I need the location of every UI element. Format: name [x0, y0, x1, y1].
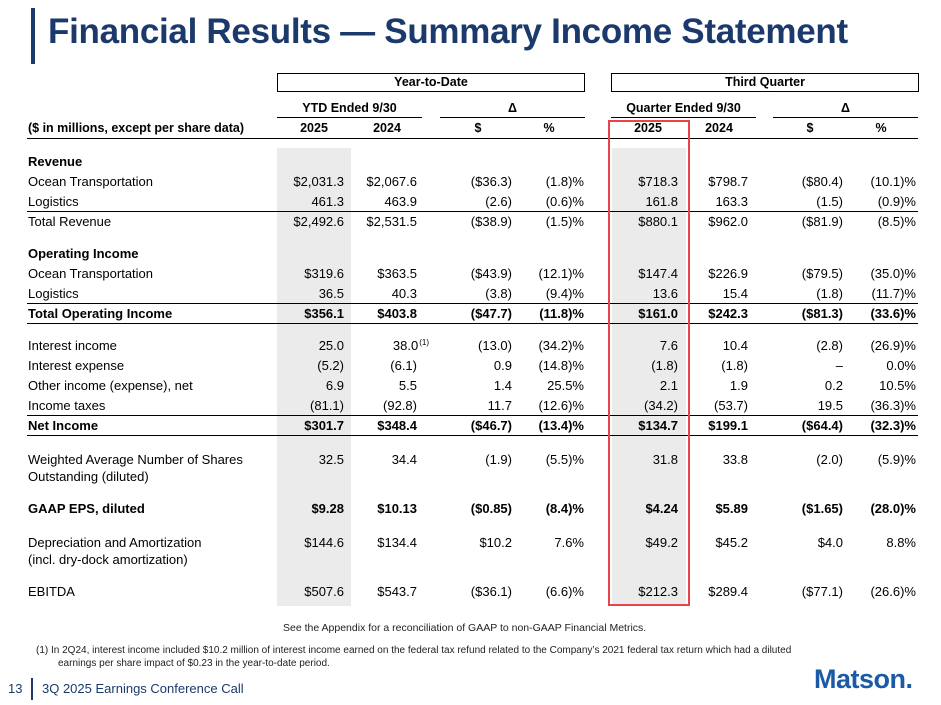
cell-value: $242.3 [708, 306, 748, 321]
subheader-quarter-ended: Quarter Ended 9/30 [611, 101, 756, 118]
column-header-6: $ [806, 121, 814, 135]
table-cell [826, 452, 916, 467]
table-cell [327, 501, 417, 516]
table-cell [826, 378, 916, 393]
cell-value: $45.2 [715, 535, 748, 550]
column-header-2: $ [474, 121, 482, 135]
cell-value: 25.5% [547, 378, 584, 393]
table-cell [327, 286, 417, 301]
cell-value: 7.6% [554, 535, 584, 550]
row-label-continued: (incl. dry-dock amortization) [28, 552, 188, 567]
cell-value: (1.8) [816, 286, 843, 301]
cell-value: (13.0) [478, 338, 512, 353]
cell-value: (5.2) [317, 358, 344, 373]
table-cell [826, 501, 916, 516]
q3-2025-highlight-box [608, 120, 690, 606]
cell-value: 10.4 [722, 338, 748, 353]
cell-value: (8.5)% [877, 214, 916, 229]
title-accent-bar [31, 8, 35, 64]
table-cell [826, 266, 916, 281]
cell-value: $144.6 [304, 535, 344, 550]
table-cell [327, 452, 417, 467]
table-cell [826, 174, 916, 189]
column-header-7: % [875, 121, 887, 135]
cell-value: $356.1 [304, 306, 344, 321]
cell-value: $10.13 [377, 501, 417, 516]
table-cell [254, 338, 344, 353]
table-cell [826, 306, 916, 321]
total-underline [27, 323, 918, 324]
cell-value: (0.6)% [545, 194, 584, 209]
appendix-note: See the Appendix for a reconciliation of GAAP to non-GAAP Financial Metrics. [283, 622, 647, 634]
cell-value: – [835, 358, 843, 373]
cell-value: 19.5 [817, 398, 843, 413]
row-label: Ocean Transportation [28, 266, 154, 281]
cell-value: 2.1 [659, 378, 678, 393]
footnote-marker: (1) [419, 338, 429, 347]
cell-value: 463.9 [384, 194, 417, 209]
table-cell [327, 398, 417, 413]
cell-value: (34.2)% [538, 338, 584, 353]
footnote-line-2: earnings per share impact of $0.23 in the year-to-date period. [58, 658, 330, 669]
cell-value: 0.9 [493, 358, 512, 373]
row-divider [27, 415, 918, 416]
cell-value: 0.2 [824, 378, 843, 393]
row-label: Operating Income [28, 246, 139, 261]
cell-value: $4.24 [645, 501, 678, 516]
table-cell [494, 418, 584, 433]
cell-value: (13.4)% [538, 418, 584, 433]
row-label: Weighted Average Number of Shares [28, 452, 243, 467]
cell-value: (28.0)% [870, 501, 916, 516]
table-cell [494, 584, 584, 599]
table-cell [494, 286, 584, 301]
subheader-ytd-ended: YTD Ended 9/30 [277, 101, 422, 118]
cell-value: (9.4)% [545, 286, 584, 301]
cell-value: 40.3 [391, 286, 417, 301]
table-cell [327, 535, 417, 550]
cell-value: 34.4 [391, 452, 417, 467]
cell-value: (1.8) [721, 358, 748, 373]
cell-value: 0.0% [886, 358, 916, 373]
table-cell [826, 398, 916, 413]
cell-value: $507.6 [304, 584, 344, 599]
cell-value: 33.8 [722, 452, 748, 467]
table-cell [494, 214, 584, 229]
cell-value: 32.5 [318, 452, 344, 467]
row-label: GAAP EPS, diluted [28, 501, 145, 516]
row-label: Ocean Transportation [28, 174, 154, 189]
subheader-ytd-delta: Δ [440, 101, 585, 118]
cell-value: (12.1)% [538, 266, 584, 281]
cell-value: $2,067.6 [366, 174, 417, 189]
table-cell [826, 214, 916, 229]
cell-value: $962.0 [708, 214, 748, 229]
table-cell [327, 358, 417, 373]
cell-value: $2,492.6 [293, 214, 344, 229]
cell-value: (1.8)% [545, 174, 584, 189]
row-label: Other income (expense), net [28, 378, 193, 393]
row-label: Total Revenue [28, 214, 112, 229]
table-cell [494, 501, 584, 516]
table-cell [494, 535, 584, 550]
matson-logo: Matson. [814, 664, 913, 694]
table-cell [494, 306, 584, 321]
cell-value: (6.6)% [545, 584, 584, 599]
column-header-0: 2025 [300, 121, 328, 135]
cell-value: ($36.3) [470, 174, 512, 189]
table-cell [826, 358, 916, 373]
table-cell [327, 418, 417, 433]
cell-value: 10.5% [879, 378, 916, 393]
cell-value: $403.8 [377, 306, 417, 321]
cell-value: ($36.1) [470, 584, 512, 599]
table-cell [494, 452, 584, 467]
row-label: Depreciation and Amortization [28, 535, 202, 550]
table-cell [327, 266, 417, 281]
table-cell [327, 174, 417, 189]
footer-text: 3Q 2025 Earnings Conference Call [42, 681, 244, 696]
table-cell [339, 338, 429, 353]
cell-value: $4.0 [817, 535, 843, 550]
cell-value: $10.2 [479, 535, 512, 550]
cell-value: $199.1 [708, 418, 748, 433]
row-divider [27, 303, 918, 304]
cell-value: 161.8 [645, 194, 678, 209]
cell-value: (1.5)% [545, 214, 584, 229]
cell-value: (53.7) [714, 398, 748, 413]
table-cell [826, 584, 916, 599]
cell-value: ($0.85) [470, 501, 512, 516]
total-underline [27, 435, 918, 436]
cell-value: $798.7 [708, 174, 748, 189]
table-cell [826, 535, 916, 550]
table-cell [327, 378, 417, 393]
cell-value: 36.5 [318, 286, 344, 301]
cell-value: (81.1) [310, 398, 344, 413]
table-cell [494, 194, 584, 209]
cell-value: $348.4 [377, 418, 417, 433]
row-label: Revenue [28, 154, 83, 169]
cell-value: (11.8)% [539, 306, 584, 321]
cell-value: (34.2) [644, 398, 678, 413]
cell-value: 8.8% [886, 535, 916, 550]
cell-value: 1.4 [493, 378, 512, 393]
cell-value: $718.3 [638, 174, 678, 189]
cell-value: (2.8) [816, 338, 843, 353]
cell-value: (92.8) [383, 398, 417, 413]
cell-value: (2.6) [485, 194, 512, 209]
cell-value: 461.3 [311, 194, 344, 209]
group-header-quarter: Third Quarter [611, 73, 919, 92]
cell-value: ($46.7) [470, 418, 512, 433]
cell-value: ($81.9) [801, 214, 843, 229]
cell-value: (33.6)% [870, 306, 916, 321]
cell-value: (10.1)% [870, 174, 916, 189]
cell-value: ($64.4) [801, 418, 843, 433]
cell-value: 1.9 [729, 378, 748, 393]
cell-value: $134.7 [638, 418, 678, 433]
cell-value: $226.9 [708, 266, 748, 281]
cell-value: $880.1 [638, 214, 678, 229]
cell-value: ($77.1) [801, 584, 843, 599]
table-cell [327, 584, 417, 599]
page-title: Financial Results — Summary Income Statement [48, 12, 848, 51]
group-header-ytd: Year-to-Date [277, 73, 585, 92]
table-cell [826, 418, 916, 433]
cell-value: (26.9)% [870, 338, 916, 353]
cell-value: (12.6)% [538, 398, 584, 413]
cell-value: $289.4 [708, 584, 748, 599]
table-cell [494, 266, 584, 281]
cell-value: 13.6 [652, 286, 678, 301]
cell-value: $147.4 [638, 266, 678, 281]
cell-value: $212.3 [638, 584, 678, 599]
footnote-line-1: (1) In 2Q24, interest income included $10.2 million of interest income earned on the federal tax refund related to the Company’s 2021 federal tax return which had a diluted [36, 645, 792, 656]
cell-value: 163.3 [715, 194, 748, 209]
row-label: Total Operating Income [28, 306, 173, 321]
cell-value: (1.9) [485, 452, 512, 467]
cell-value: $543.7 [377, 584, 417, 599]
cell-value: (36.3)% [870, 398, 916, 413]
cell-value: 15.4 [722, 286, 748, 301]
table-cell [494, 398, 584, 413]
cell-value: $319.6 [304, 266, 344, 281]
cell-value: ($47.7) [470, 306, 512, 321]
cell-value: (3.8) [485, 286, 512, 301]
cell-value: ($43.9) [470, 266, 512, 281]
cell-value: $134.4 [377, 535, 417, 550]
table-cell [494, 174, 584, 189]
page-number: 13 [8, 681, 23, 696]
cell-value: 6.9 [325, 378, 344, 393]
cell-value: $161.0 [638, 306, 678, 321]
subheader-quarter-delta: Δ [773, 101, 918, 118]
row-label: Interest income [28, 338, 117, 353]
footer-divider [31, 678, 33, 700]
cell-value: $49.2 [645, 535, 678, 550]
cell-value: (0.9)% [877, 194, 916, 209]
cell-value: (1.5) [816, 194, 843, 209]
cell-value: 25.0 [318, 338, 344, 353]
column-header-3: % [543, 121, 555, 135]
row-label-continued: Outstanding (diluted) [28, 469, 149, 484]
table-cell [494, 378, 584, 393]
cell-value: (5.9)% [877, 452, 916, 467]
row-label: Logistics [28, 194, 79, 209]
cell-value: (14.8)% [538, 358, 584, 373]
cell-value: 11.7 [487, 398, 512, 413]
table-cell [327, 194, 417, 209]
cell-value: (2.0) [816, 452, 843, 467]
table-cell [494, 358, 584, 373]
cell-value: 5.5 [398, 378, 417, 393]
cell-value: $5.89 [715, 501, 748, 516]
cell-value: $2,531.5 [366, 214, 417, 229]
cell-value: ($38.9) [470, 214, 512, 229]
table-cell [327, 214, 417, 229]
row-label: EBITDA [28, 584, 75, 599]
table-cell [327, 306, 417, 321]
cell-value: (35.0)% [870, 266, 916, 281]
column-header-4: 2025 [634, 121, 662, 135]
table-cell [826, 194, 916, 209]
cell-value: ($1.65) [801, 501, 843, 516]
cell-value: 31.8 [652, 452, 678, 467]
units-header-label: ($ in millions, except per share data) [28, 121, 245, 135]
cell-value: (11.7)% [871, 286, 916, 301]
cell-value: $301.7 [304, 418, 344, 433]
column-header-underline [27, 138, 918, 139]
table-cell [826, 338, 916, 353]
row-label: Income taxes [28, 398, 106, 413]
cell-value: (32.3)% [870, 418, 916, 433]
cell-value: $9.28 [311, 501, 344, 516]
cell-value: ($81.3) [801, 306, 843, 321]
row-label: Net Income [28, 418, 99, 433]
row-label: Logistics [28, 286, 79, 301]
cell-value: 38.0 [392, 338, 419, 353]
cell-value: (26.6)% [870, 584, 916, 599]
cell-value: 7.6 [659, 338, 678, 353]
column-header-1: 2024 [373, 121, 401, 135]
cell-value: (1.8) [651, 358, 678, 373]
cell-value: ($80.4) [801, 174, 843, 189]
row-label: Interest expense [28, 358, 125, 373]
cell-value: (8.4)% [545, 501, 584, 516]
table-cell [494, 338, 584, 353]
cell-value: (6.1) [390, 358, 417, 373]
column-header-5: 2024 [705, 121, 733, 135]
table-cell [826, 286, 916, 301]
cell-value: $363.5 [377, 266, 417, 281]
cell-value: (5.5)% [545, 452, 584, 467]
cell-value: $2,031.3 [293, 174, 344, 189]
cell-value: ($79.5) [801, 266, 843, 281]
row-divider [27, 211, 918, 212]
